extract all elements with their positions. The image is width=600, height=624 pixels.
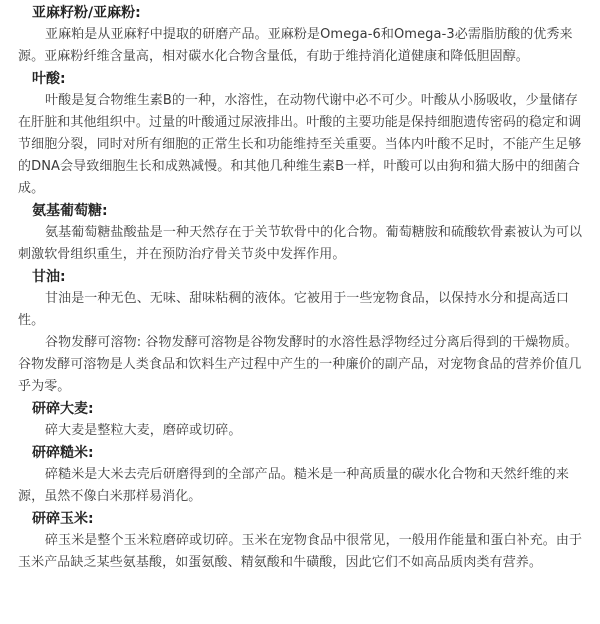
entry-ground-barley — [18, 398, 584, 442]
entry-folic-acid — [18, 68, 584, 200]
entry-ground-brown-rice — [18, 442, 584, 508]
entry-glycerin — [18, 266, 584, 332]
term-description: 叶酸是复合物维生素B的一种，水溶性，在动物代谢中必不可少。叶酸从小肠吸收，少量储存在肝脏和其他组织中。过量的叶酸通过尿液排出。叶酸的主要功能是保持细胞遗传密码的稳定和调节细胞分裂，同时对所有细胞的正常生长和功能维持至关重要。当体内叶酸不足时，不能产生足够的DNA会导致细胞生长和成熟减慢。和其他几种维生素B一样，叶酸可以由狗和猫大肠中的细菌合成。 — [18, 93, 582, 196]
entry-glucosamine — [18, 200, 584, 266]
term-heading: 甘油: — [32, 269, 66, 285]
term-description: 碎玉米是整个玉米粒磨碎或切碎。玉米在宠物食品中很常见，一般用作能量和蛋白补充。由于玉米产品缺乏某些氨基酸，如蛋氨酸、精氨酸和牛磺酸，因此它们不如高品质肉类有营养。 — [18, 533, 583, 570]
term-description: 谷物发酵可溶物: 谷物发酵可溶物是谷物发酵时的水溶性悬浮物经过分离后得到的干燥物质。谷物发酵可溶物是人类食品和饮料生产过程中产生的一种廉价的副产品，对宠物食品的营养价值几乎为零。 — [18, 335, 582, 394]
term-heading: 氨基葡萄糖: — [32, 203, 108, 219]
entry-ground-corn — [18, 508, 584, 574]
term-heading: 研碎糙米: — [32, 445, 94, 461]
term-description: 碎大麦是整粒大麦，磨碎或切碎。 — [45, 423, 242, 438]
term-description: 甘油是一种无色、无味、甜味粘稠的液体。它被用于一些宠物食品，以保持水分和提高适口性。 — [18, 291, 570, 328]
term-heading: 研碎玉米: — [32, 511, 94, 527]
entry-flaxseed — [18, 2, 584, 68]
term-description: 氨基葡萄糖盐酸盐是一种天然存在于关节软骨中的化合物。葡萄糖胺和硫酸软骨素被认为可以刺激软骨组织重生，并在预防治疗骨关节炎中发挥作用。 — [18, 225, 583, 262]
term-heading: 亚麻籽粉/亚麻粉: — [32, 5, 141, 21]
term-description: 碎糙米是大米去壳后研磨得到的全部产品。糙米是一种高质量的碳水化合物和天然纤维的来源，虽然不像白米那样易消化。 — [18, 467, 570, 504]
term-description: 亚麻粕是从亚麻籽中提取的研磨产品。亚麻粉是Omega-6和Omega-3必需脂肪酸的优秀来源。亚麻粉纤维含量高，相对碳水化合物含量低，有助于维持消化道健康和降低胆固醇。 — [18, 27, 573, 64]
term-heading: 研碎大麦: — [32, 401, 94, 417]
glossary-document — [18, 2, 584, 574]
term-heading: 叶酸: — [32, 71, 66, 87]
entry-fermentation-solubles — [18, 332, 584, 398]
